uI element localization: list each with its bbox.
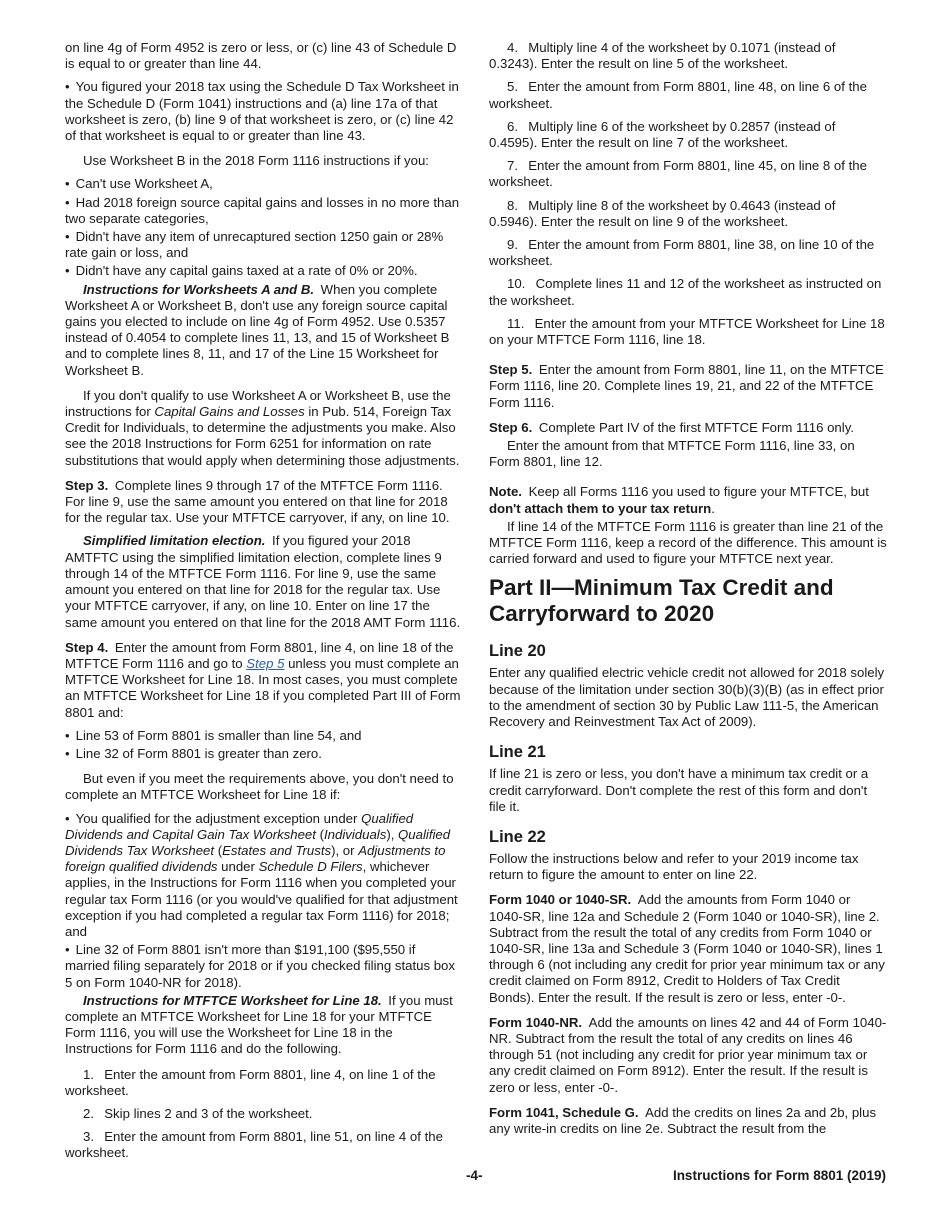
line-21-heading: Line 21 [489,743,546,762]
step-heading: Step 6. [489,419,533,435]
line-22-heading: Line 22 [489,827,546,846]
paragraph: Use Worksheet B in the 2018 Form 1116 instructions if you: [83,153,429,169]
numbered-item: 5. Enter the amount from Form 8801, line 48, on line 6 of the worksheet. [489,79,867,111]
bullet-item: • Line 53 of Form 8801 is smaller than line 54, and [65,728,463,744]
step-heading: Step 5. [489,362,533,378]
paragraph: Form 1040 or 1040-SR. Add the amounts from Form 1040 or 1040-SR, line 12a and Schedule 2 (Form 1040 or 1040-SR), line 2. Subtract from the result the total of any credits from Form 1040 or 1040-SR, line 13a and Schedule 3 (Form 1040 or 1040-SR), lines 1 through 6 (not including any credit for prior year minimum tax or any credit claimed on Form 8912, Credit to Holders of Tax Credit Bonds). Enter the result. If the result is zero or less, enter -0-. [489,892,885,1005]
bullet-item: • Didn't have any capital gains taxed at a rate of 0% or 20%. [65,263,463,279]
numbered-item: 3. Enter the amount from Form 8801, line 51, on line 4 of the worksheet. [65,1129,443,1161]
paragraph: Enter any qualified electric vehicle credit not allowed for 2018 solely because of the limitation under section 30(b)(3)(B) (as in effect prior to the amendment of section 30 by Public Law 111-5, the American Recovery and Reinvestment Tax Act of 2009). [489,665,885,730]
numbered-item: 6. Multiply line 6 of the worksheet by 0.2857 (instead of 0.4595). Enter the result on line 7 of the worksheet. [489,118,836,151]
numbered-item: 1. Enter the amount from Form 8801, line 4, on line 1 of the worksheet. [65,1066,436,1098]
paragraph: But even if you meet the requirements above, you don't need to complete an MTFTCE Worksheet for Line 18 if: [65,771,454,803]
step-heading: Step 3. [65,477,109,493]
right-column [489,40,887,1144]
paragraph: Step 4. Enter the amount from Form 8801, line 4, on line 18 of the MTFTCE Form 1116 and go to Step 5 unless you must complete an MTFTCE Worksheet for Line 18. In most cases, you must complete an MTFTCE Worksheet for Line 18 if you completed Part III of Form 8801 and: [65,639,461,720]
step-5-link[interactable]: Step 5 [246,655,285,671]
paragraph: on line 4g of Form 4952 is zero or less, or (c) line 43 of Schedule D is equal to or greater than line 44. [65,40,457,72]
note-paragraph: Note. Keep all Forms 1116 you used to figure your MTFTCE, but don't attach them to your tax return. [489,484,869,516]
left-column [65,40,463,1169]
paragraph: If you don't qualify to use Worksheet A or Worksheet B, use the instructions for Capital Gains and Losses in Pub. 514, Foreign Tax Credit for Individuals, to determine the adjustments you make. Also see the 2018 Instructions for Form 6251 for information on rate substitutions that would apply when determining those adjustments. [65,387,460,468]
bullet-item: • You qualified for the adjustment exception under Qualified Dividends and Capital Gain Tax Worksheet (Individuals), Qualified Dividends Tax Worksheet (Estates and Trusts), or Adjustments to foreign qualified dividends under Schedule D Filers, whichever applies, in the Instructions for Form 1116 when you completed your regular tax Form 1116 (or you would've qualified for that adjustment exception if you had completed a regular tax Form 1116) for 2018; and [65,811,463,941]
paragraph: Enter the amount from that MTFTCE Form 1116, line 33, on Form 8801, line 12. [489,438,855,470]
numbered-item: 11. Enter the amount from your MTFTCE Worksheet for Line 18 on your MTFTCE Form 1116, line 18. [489,315,885,348]
numbered-item: 10. Complete lines 11 and 12 of the worksheet as instructed on the worksheet. [489,276,882,308]
numbered-item: 7. Enter the amount from Form 8801, line 45, on line 8 of the worksheet. [489,158,867,190]
line-20-heading: Line 20 [489,642,546,661]
paragraph: Instructions for MTFTCE Worksheet for Line 18. If you must complete an MTFTCE Worksheet for Line 18 for your MTFTCE Form 1116, you will use the Worksheet for Line 18 in the Instructions for Form 1116 and do the following. [65,992,453,1057]
bullet-item: • Line 32 of Form 8801 isn't more than $191,100 ($95,550 if married filing separately for 2018 or if you checked filing status box 5 on Form 1040-NR for 2018). [65,942,463,991]
run-in-heading: Instructions for Worksheets A and B. [83,281,315,297]
numbered-item: 9. Enter the amount from Form 8801, line 38, on line 10 of the worksheet. [489,237,875,269]
form-heading: Form 1040-NR. [489,1014,583,1030]
page-number: -4- [466,1168,483,1183]
bullet-item: • Had 2018 foreign source capital gains and losses in no more than two separate categories, [65,195,463,227]
step-heading: Step 4. [65,639,109,655]
form-heading: Form 1041, Schedule G. [489,1104,639,1120]
paragraph: If line 21 is zero or less, you don't have a minimum tax credit or a credit carryforward. Don't complete the rest of this form and don't file it. [489,766,869,814]
bullet-item: • Line 32 of Form 8801 is greater than zero. [65,746,463,762]
form-heading: Form 1040 or 1040-SR. [489,892,632,908]
footer-title: Instructions for Form 8801 (2019) [672,1168,886,1183]
paragraph: Simplified limitation election. If you figured your 2018 AMTFTC using the simplified limitation election, complete lines 9 through 14 of the MTFTCE Form 1116. For line 9, use the same amount you entered on that line for 2018 for the regular tax. Use your MTFTCE carryover, if any, on line 10. Enter on line 17 the same amount you entered on that line for the 2018 AMT Form 1116. [65,533,461,630]
run-in-heading: Instructions for MTFTCE Worksheet for Line 18. [83,992,382,1008]
numbered-item: 4. Multiply line 4 of the worksheet by 0.1071 (instead of 0.3243). Enter the result on line 5 of the worksheet. [489,40,836,72]
numbered-item: 8. Multiply line 8 of the worksheet by 0.4643 (instead of 0.5946). Enter the result on line 9 of the worksheet. [489,197,836,229]
paragraph: Step 3. Complete lines 9 through 17 of the MTFTCE Form 1116. For line 9, use the same amount you entered on that line for 2018 for the regular tax. Use your MTFTCE carryover, if any, on line 10. [65,477,450,526]
part-2-heading: Part II—Minimum Tax Credit and Carryforward to 2020 [489,575,834,627]
paragraph: If line 14 of the MTFTCE Form 1116 is greater than line 21 of the MTFTCE Form 1116, keep a record of the difference. This amount is carried forward and used to figure your MTFTCE next year. [489,518,887,567]
run-in-heading: Simplified limitation election. [83,533,266,549]
paragraph: Follow the instructions below and refer to your 2019 income tax return to figure the amount to enter on line 22. [489,850,859,883]
bullet-item: • Can't use Worksheet A, [65,176,463,192]
note-heading: Note. [489,484,522,500]
bullet-item: • You figured your 2018 tax using the Schedule D Tax Worksheet in the Schedule D (Form 1041) instructions and (a) line 17a of that worksheet is zero, (b) line 9 of that worksheet is zero, or (c) line 42 of that worksheet is equal to or greater than line 43. [65,79,463,144]
paragraph: Step 5. Enter the amount from Form 8801, line 11, on the MTFTCE Form 1116, line 20. Complete lines 19, 21, and 22 of the MTFTCE Form 1116. [489,362,884,410]
paragraph: Step 6. Complete Part IV of the first MTFTCE Form 1116 only. [489,419,854,435]
paragraph: Form 1041, Schedule G. Add the credits on lines 2a and 2b, plus any write-in credits on line 2e. Subtract the result from the [489,1104,877,1136]
bullet-item: • Didn't have any item of unrecaptured section 1250 gain or 28% rate gain or loss, and [65,229,463,261]
numbered-item: 2. Skip lines 2 and 3 of the worksheet. [83,1105,313,1121]
paragraph: Instructions for Worksheets A and B. When you complete Worksheet A or Worksheet B, don't use any foreign source capital gains you elected to include on line 4g of Form 4952. Use 0.5357 instead of 0.4054 to complete lines 11, 13, and 15 of Worksheet B and to complete lines 8, 11, and 17 of the Line 15 Worksheet for Worksheet B. [65,281,450,378]
paragraph: Form 1040-NR. Add the amounts on lines 42 and 44 of Form 1040-NR. Subtract from the result the total of any credits on lines 46 through 51 (not including any credit for prior year minimum tax or any credit claimed on Form 8912). Enter the result. If the result is zero or less, enter -0-. [489,1014,887,1095]
